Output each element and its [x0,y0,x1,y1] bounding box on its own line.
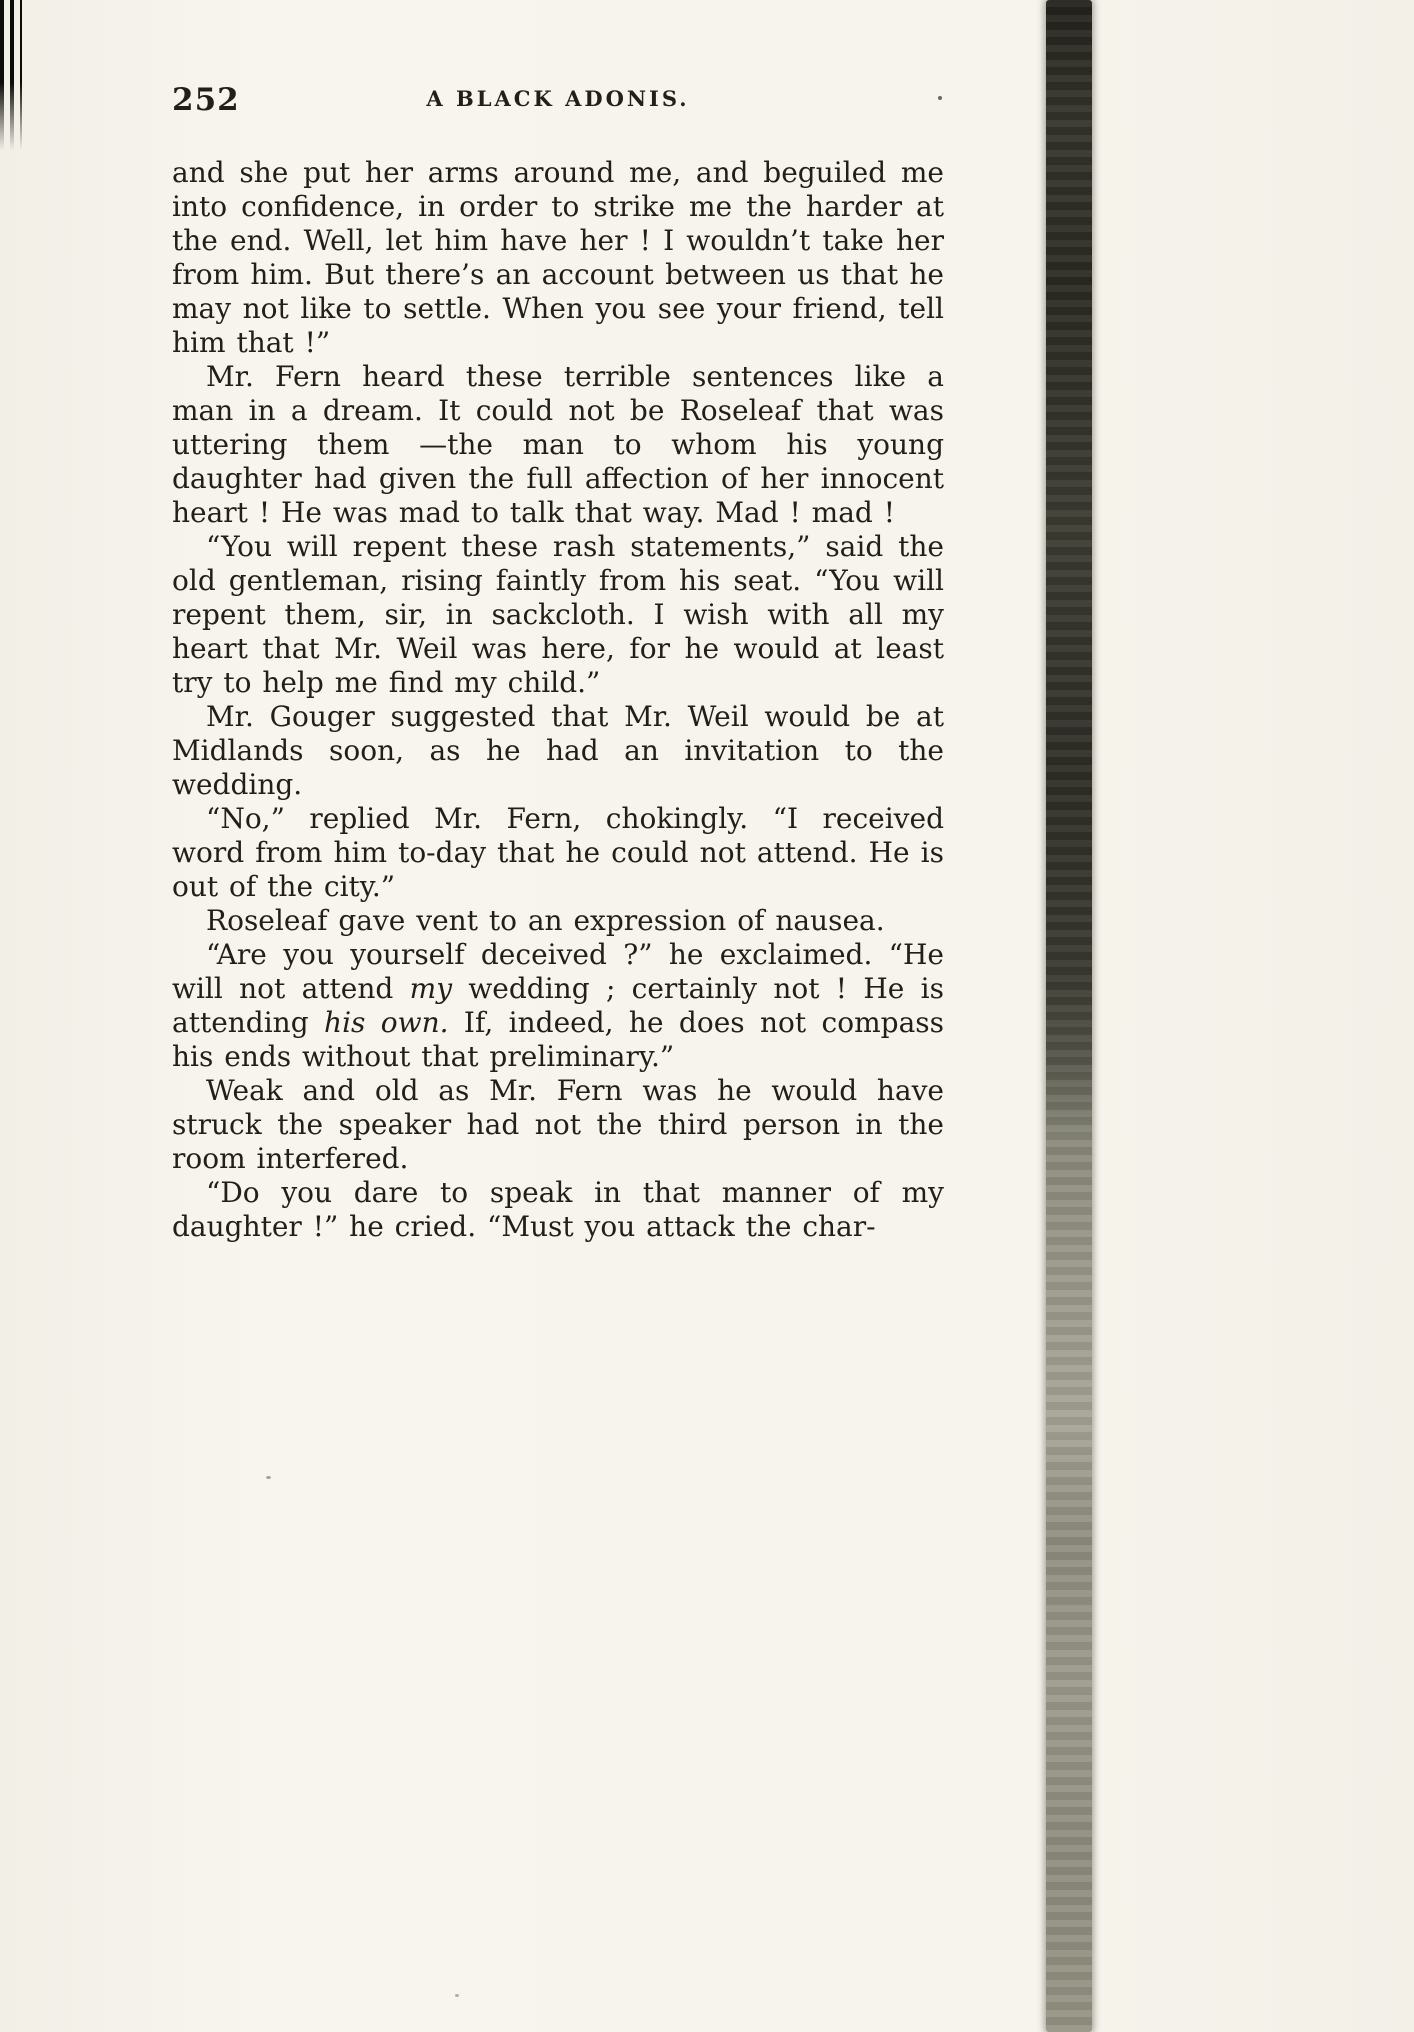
binding-marks [0,0,22,150]
paragraph [172,156,944,360]
scan-speck [266,1476,271,1479]
scan-edge-band [1046,0,1092,2032]
paragraph [172,1176,944,1244]
italic-text: my [409,972,453,1005]
running-title: A BLACK ADONIS. [426,86,690,111]
text-run: Weak and old as Mr. Fern was he would have struck the speaker had not the third person in the room interfered. [172,1074,944,1175]
scan-speck [455,1994,459,1997]
text-run: Mr. Gouger suggested that Mr. Weil would be at Midlands soon, as he had an invitation to the wedding. [172,700,944,801]
paragraph [172,530,944,700]
paragraph [172,802,944,904]
body-text [172,156,944,1244]
text-run: “Are you yourself deceived ?” he exclaimed. “He will not attend [172,938,944,1005]
page-number: 252 [172,82,240,118]
italic-text: his own. [324,1006,449,1039]
paragraph [172,904,944,938]
text-run: “You will repent these rash statements,” said the old gentleman, rising faintly from his seat. “You will repent them, sir, in sackcloth. I wish with all my heart that Mr. Weil was here, for he would at least try to help me find my child.” [172,530,944,699]
text-run: and she put her arms around me, and beguiled me into confidence, in order to strike me the harder at the end. Well, let him have her ! I wouldn’t take her from him. But there’s an account between us that he may not like to settle. When you see your friend, tell him that !” [172,156,944,359]
paragraph [172,938,944,1074]
text-run: “No,” replied Mr. Fern, chokingly. “I received word from him to-day that he could not attend. He is out of the city.” [172,802,944,903]
page-header [172,82,944,118]
paragraph [172,1074,944,1176]
text-run: Mr. Fern heard these terrible sentences like a man in a dream. It could not be Roseleaf that was uttering them —the man to whom his young daughter had given the full affection of her innocent heart ! He was mad to talk that way. Mad ! mad ! [172,360,944,529]
text-run: If, indeed, he does not compass his ends without that preliminary.” [172,1006,944,1073]
paragraph [172,360,944,530]
text-run: wedding ; certainly not ! He is attending [172,972,944,1039]
text-run: “Do you dare to speak in that manner of my daughter !” he cried. “Must you attack the char- [172,1176,944,1243]
paragraph [172,700,944,802]
text-run: Roseleaf gave vent to an expression of nausea. [206,904,885,937]
